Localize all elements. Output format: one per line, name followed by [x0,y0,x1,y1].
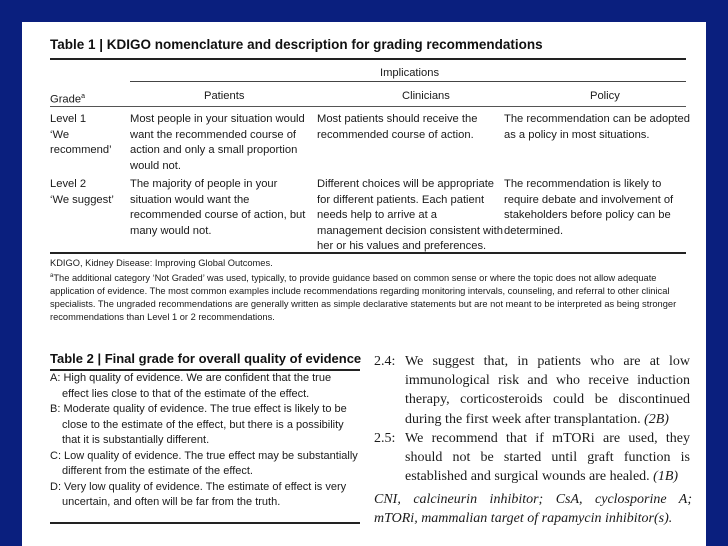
abbreviations: CNI, calcineurin inhibitor; CsA, cyclosporine A; mTORi, mammalian target of rapamycin inhibitor(s). [374,492,692,527]
grade-c-item: C: Low quality of evidence. The true effect may be substantially different from the estimate of the effect. [50,449,358,477]
header-patients: Patients [204,90,245,102]
implications-label: Implications [380,67,440,79]
grade-d-item: D: Very low quality of evidence. The estimate of effect is very uncertain, and often will be far from the truth. [50,480,347,508]
recommendation-2-5: 2.5: We recommend that if mTORi are used, they should not be started until graft function is established and surgical wounds are healed. (1B) [374,431,690,485]
header-grade: Grade$^a$ [50,93,85,106]
slide [22,22,706,546]
header-policy: Policy [590,90,620,102]
table2-title: Table 2 | Final grade for overall quality of evidence [50,351,362,366]
row2-clinicians: Different choices will be appropriate for different patients. Each patient needs help to arrive at a management decision consistent with her or his values and preferences. [317,178,503,252]
grade-a-item: A: High quality of evidence. We are confident that the true effect lies close to that of the estimate of the effect. [50,372,332,400]
table1-title: Table 1 | KDIGO nomenclature and description for grading recommendations [50,37,543,52]
table1-header-rule [50,106,686,107]
table1-footnote-abbr: KDIGO, Kidney Disease: Improving Global Outcomes. [50,258,273,268]
table2-body [50,371,360,511]
table1-footnote: $^a$The additional category ‘Not Graded’ was used, typically, to provide guidance based on common sense or where the topic does not allow adequate application of evidence. The most common examples include recommendations regarding monitoring intervals, counseling, and referral to other clinical specialists. The ungraded recommendations are generally written as simple declarative statements but are not meant to be interpreted as being stronger recommendations than Level 1 or 2 recommendations. [50,273,677,323]
implications-rule [130,81,686,82]
grade-b-item: B: Moderate quality of evidence. The true effect is likely to be close to the estimate of the effect, but there is a possibility that it is substantially different. [50,403,347,446]
table2-bottom-rule [50,522,360,524]
row2-grade: Level 2 ‘We suggest’ [50,178,114,206]
row2-patients: The majority of people in your situation would want the recommended course of action, but many would not. [130,178,306,237]
table1-bottom-rule [50,252,686,254]
table1-top-rule [50,58,686,60]
row1-grade: Level 1 ‘We recommend’ [50,113,112,156]
row1-clinicians: Most patients should receive the recommended course of action. [317,113,478,141]
row2-policy: The recommendation is likely to require debate and involvement of stakeholders before policy can be determined. [504,178,674,237]
row1-policy: The recommendation can be adopted as a policy in most situations. [504,113,690,141]
recommendation-2-4: 2.4: We suggest that, in patients who are at low immunological risk and who receive induction therapy, corticosteroids could be discontinued during the first week after transplantation. (2B) [374,354,690,427]
header-clinicians: Clinicians [402,90,450,102]
row1-patients: Most people in your situation would want the recommended course of action and only a small proportion would not. [130,113,305,172]
